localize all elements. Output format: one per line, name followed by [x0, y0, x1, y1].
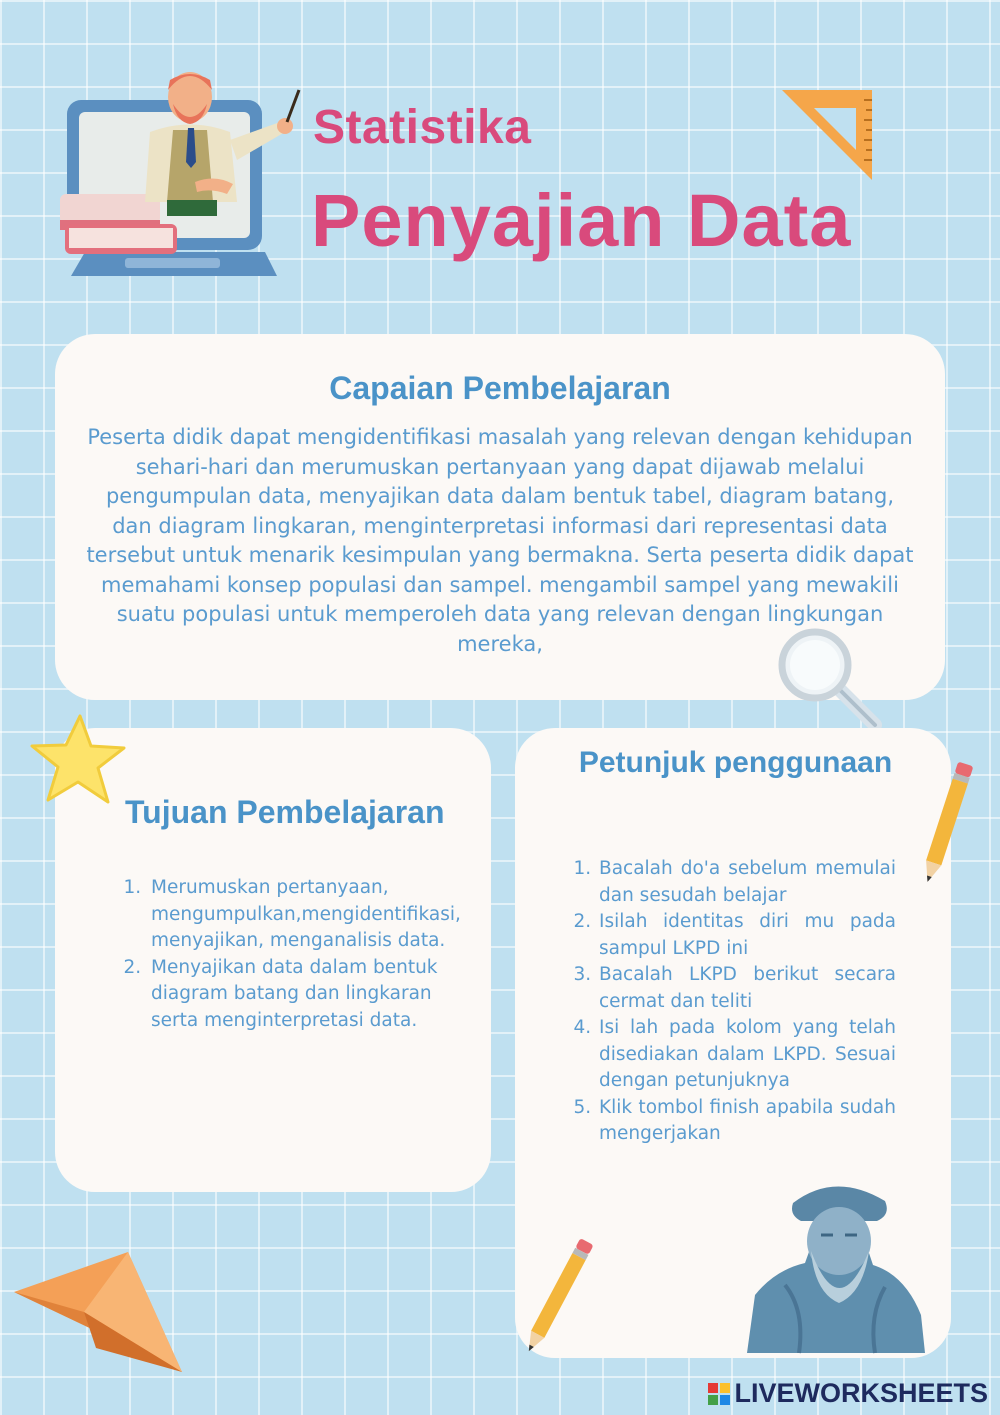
teacher-laptop-illustration [55, 62, 305, 287]
liveworksheets-logo-icon [708, 1383, 730, 1405]
paper-plane-icon [10, 1248, 188, 1376]
ruler-triangle-icon [778, 86, 878, 186]
capaian-heading: Capaian Pembelajaran [329, 370, 671, 406]
liveworksheets-brand [708, 1378, 988, 1409]
star-icon [28, 712, 128, 807]
page-subtitle: Statistika [313, 101, 532, 154]
petunjuk-list [575, 856, 896, 1148]
scholar-portrait [745, 1175, 927, 1355]
tujuan-heading: Tujuan Pembelajaran [125, 794, 445, 830]
list-item: 1. Bacalah do'a sebelum memulai dan sesudah belajar [597, 856, 896, 909]
list-item: 1. Merumuskan pertanyaan, mengumpulkan,mengidentifikasi, menyajikan, menganalisis data. [147, 875, 451, 955]
list-item: 5. Klik tombol finish apabila sudah mengerjakan [597, 1095, 896, 1148]
capaian-text: Peserta didik dapat mengidentifikasi masalah yang relevan dengan kehidupan sehari-hari dan merumuskan pertanyaan yang dapat dijawab melalui pengumpulan data, menyajikan data dalam bentuk tabel, diagram batang, dan diagram lingkaran, menginterpretasi informasi dari representasi data tersebut untuk menarik kesimpulan yang bermakna. Serta peserta didik dapat memahami konsep populasi dan sampel. mengambil sampel yang mewakili suatu populasi untuk memperoleh data yang relevan dengan lingkungan mereka, [86, 425, 914, 656]
petunjuk-heading: Petunjuk penggunaan [578, 746, 893, 779]
list-item: 2. Menyajikan data dalam bentuk diagram batang dan lingkaran serta menginterpretasi data. [147, 955, 451, 1035]
list-item: 2. Isilah identitas diri mu pada sampul LKPD ini [597, 909, 896, 962]
magnifier-icon [775, 625, 885, 735]
pencil-icon [920, 755, 975, 890]
pencil-icon [520, 1232, 595, 1362]
brand-name: LIVEWORKSHEETS [734, 1378, 988, 1408]
list-item: 3. Bacalah LKPD berikut secara cermat dan teliti [597, 962, 896, 1015]
tujuan-list [125, 875, 461, 1034]
list-item: 4. Isi lah pada kolom yang telah disediakan dalam LKPD. Sesuai dengan petunjuknya [597, 1015, 896, 1095]
page-title: Penyajian Data [311, 179, 852, 262]
